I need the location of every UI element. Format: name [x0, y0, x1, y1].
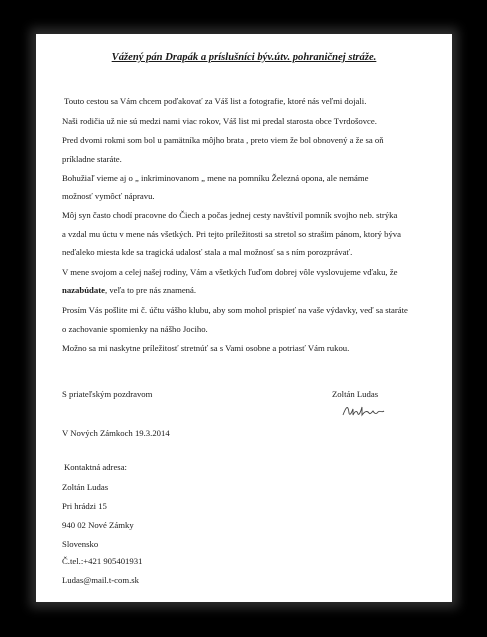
paragraph-line: Naši rodičia už nie sú medzi nami viac rokov, Váš list mi predal starosta obce Tvrdošovce.: [62, 116, 377, 126]
letter-page: [36, 34, 452, 602]
paragraph-line: možnosť vymôcť nápravu.: [62, 191, 155, 201]
place-and-date: V Nových Zámkoch 19.3.2014: [62, 428, 170, 438]
contact-heading: Kontaktná adresa:: [64, 462, 127, 472]
paragraph-line: Touto cestou sa Vám chcem poďakovať za Váš list a fotografie, ktoré nás veľmi dojali.: [64, 96, 367, 106]
emphasis-text: nazabúdate: [62, 285, 105, 295]
signer-name: Zoltán Ludas: [332, 389, 379, 399]
contact-email: Ludas@mail.t-com.sk: [62, 575, 140, 585]
paragraph-line: neďaleko miesta kde sa tragická udalosť stala a mal možnosť sa s ním porozprávať.: [62, 247, 353, 257]
paragraph-line: a vzdal mu úctu v mene nás všetkých. Pri tejto príležitosti sa stretol so strašim pánom, ktorý býva: [62, 229, 401, 239]
paragraph-line: o zachovanie spomienky na nášho Jociho.: [62, 324, 208, 334]
paragraph-line: Pred dvomi rokmi som bol u pamätníka môjho brata , preto viem že bol obnovený a že sa oň: [62, 135, 384, 145]
paragraph-line: [62, 285, 196, 295]
paragraph-line: príkladne staráte.: [62, 154, 122, 164]
paragraph-text: , veľa to pre nás znamená.: [104, 285, 197, 295]
letter-body: [36, 34, 452, 602]
paragraph-line: V mene svojom a celej našej rodiny, Vám a všetkých ľuďom dobrej vôle vyslovujeme vďaku, že: [62, 267, 398, 277]
paragraph-line: Môj syn často chodí pracovne do Čiech a počas jednej cesty navštívil pomník svojho neb. strýka: [62, 210, 398, 220]
contact-country: Slovensko: [62, 539, 99, 549]
paragraph-line: Bohužiaľ vieme aj o „ inkriminovanom „ mene na pomníku Železná opona, ale nemáme: [62, 173, 369, 183]
contact-name: Zoltán Ludas: [62, 482, 109, 492]
closing-greeting: S priateľským pozdravom: [62, 389, 153, 399]
contact-street: Pri hrádzi 15: [62, 501, 107, 511]
letter-title: Vážený pán Drapák a príslušníci býv.útv. pohraničnej stráže.: [111, 52, 377, 63]
contact-phone: Č.tel.:+421 905401931: [62, 556, 143, 566]
contact-city: 940 02 Nové Zámky: [62, 520, 134, 530]
paragraph-line: Prosím Vás pošlite mi č. účtu vášho klubu, aby som mohol prispieť na vaše výdavky, veď sa staráte: [62, 305, 408, 315]
handwritten-signature: [340, 401, 390, 421]
paragraph-line: Možno sa mi naskytne príležitosť stretnúť sa s Vami osobne a potriasť Vám rukou.: [62, 343, 350, 353]
